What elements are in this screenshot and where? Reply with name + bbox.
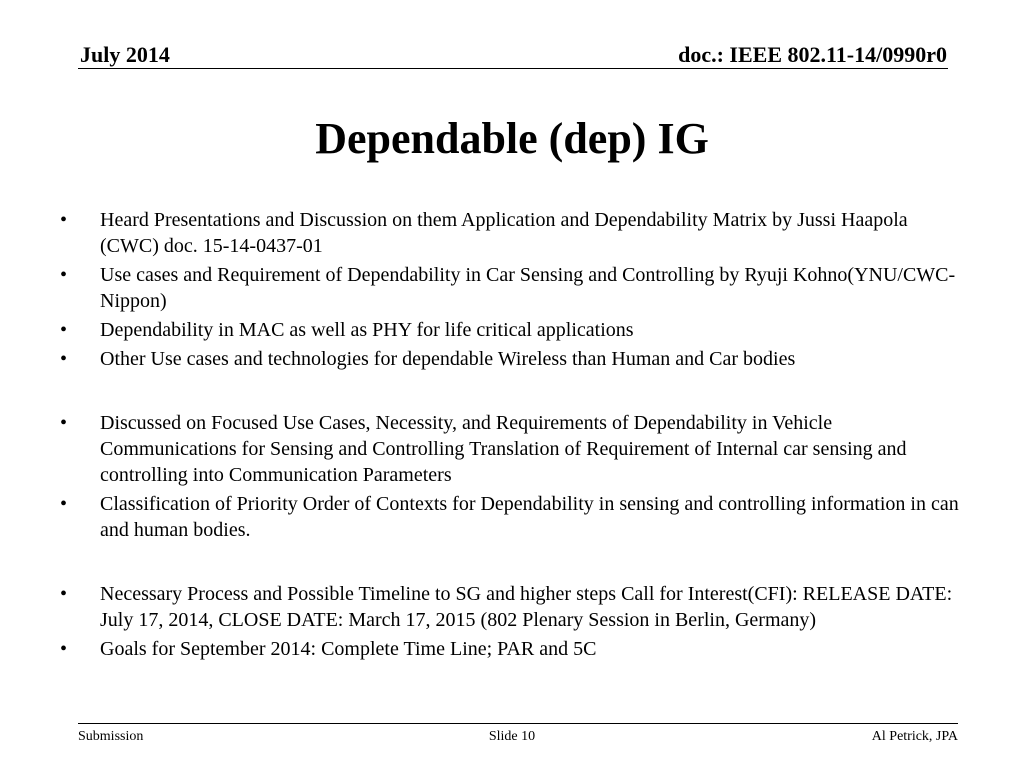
bullet-text: Use cases and Requirement of Dependability in Car Sensing and Controlling by Ryuji Kohno(YNU/CWC-Nippon) bbox=[100, 264, 956, 312]
bullet-text: Necessary Process and Possible Timeline to SG and higher steps Call for Interest(CFI): RELEASE DATE: July 17, 2014, CLOSE DATE: March 17, 2015 (802 Plenary Session in Berlin, Germany) bbox=[100, 583, 953, 631]
header-date: July 2014 bbox=[80, 42, 170, 67]
bullet-text: Goals for September 2014: Complete Time Line; PAR and 5C bbox=[100, 638, 597, 660]
header-divider bbox=[78, 68, 948, 69]
bullet-icon: • bbox=[60, 348, 68, 370]
bullet-item bbox=[60, 207, 965, 259]
bullet-text: Other Use cases and technologies for dependable Wireless than Human and Car bodies bbox=[100, 348, 796, 370]
bullet-text: Classification of Priority Order of Contexts for Dependability in sensing and controlling information in can and human bodies. bbox=[100, 493, 959, 541]
footer-divider bbox=[78, 723, 958, 724]
bullet-item bbox=[60, 410, 965, 488]
bullet-item bbox=[60, 581, 965, 633]
bullet-icon: • bbox=[60, 638, 68, 660]
slide-title: Dependable (dep) IG bbox=[315, 114, 709, 163]
bullet-icon: • bbox=[60, 264, 68, 286]
bullet-item bbox=[60, 262, 965, 314]
bullet-text: Dependability in MAC as well as PHY for life critical applications bbox=[100, 319, 634, 341]
bullet-item bbox=[60, 636, 965, 662]
bullet-icon: • bbox=[60, 493, 68, 515]
footer-slide-number: Slide 10 bbox=[488, 729, 536, 744]
bullet-icon: • bbox=[60, 412, 68, 434]
bullet-text: Discussed on Focused Use Cases, Necessity, and Requirements of Dependability in Vehicle Communications for Sensing and Controlling Translation of Requirement of Internal car sensing and controlling into Communication Parameters bbox=[100, 412, 907, 486]
footer-submission: Submission bbox=[78, 729, 144, 744]
bullet-icon: • bbox=[60, 583, 68, 605]
bullet-item bbox=[60, 346, 965, 372]
header-doc-number: doc.: IEEE 802.11-14/0990r0 bbox=[678, 42, 947, 67]
bullet-item bbox=[60, 491, 965, 543]
bullet-list bbox=[60, 207, 965, 665]
bullet-icon: • bbox=[60, 209, 68, 231]
bullet-text: Heard Presentations and Discussion on them Application and Dependability Matrix by Jussi Haapola (CWC) doc. 15-14-0437-01 bbox=[100, 209, 908, 257]
bullet-icon: • bbox=[60, 319, 68, 341]
bullet-item bbox=[60, 317, 965, 343]
footer-author: Al Petrick, JPA bbox=[871, 729, 958, 744]
